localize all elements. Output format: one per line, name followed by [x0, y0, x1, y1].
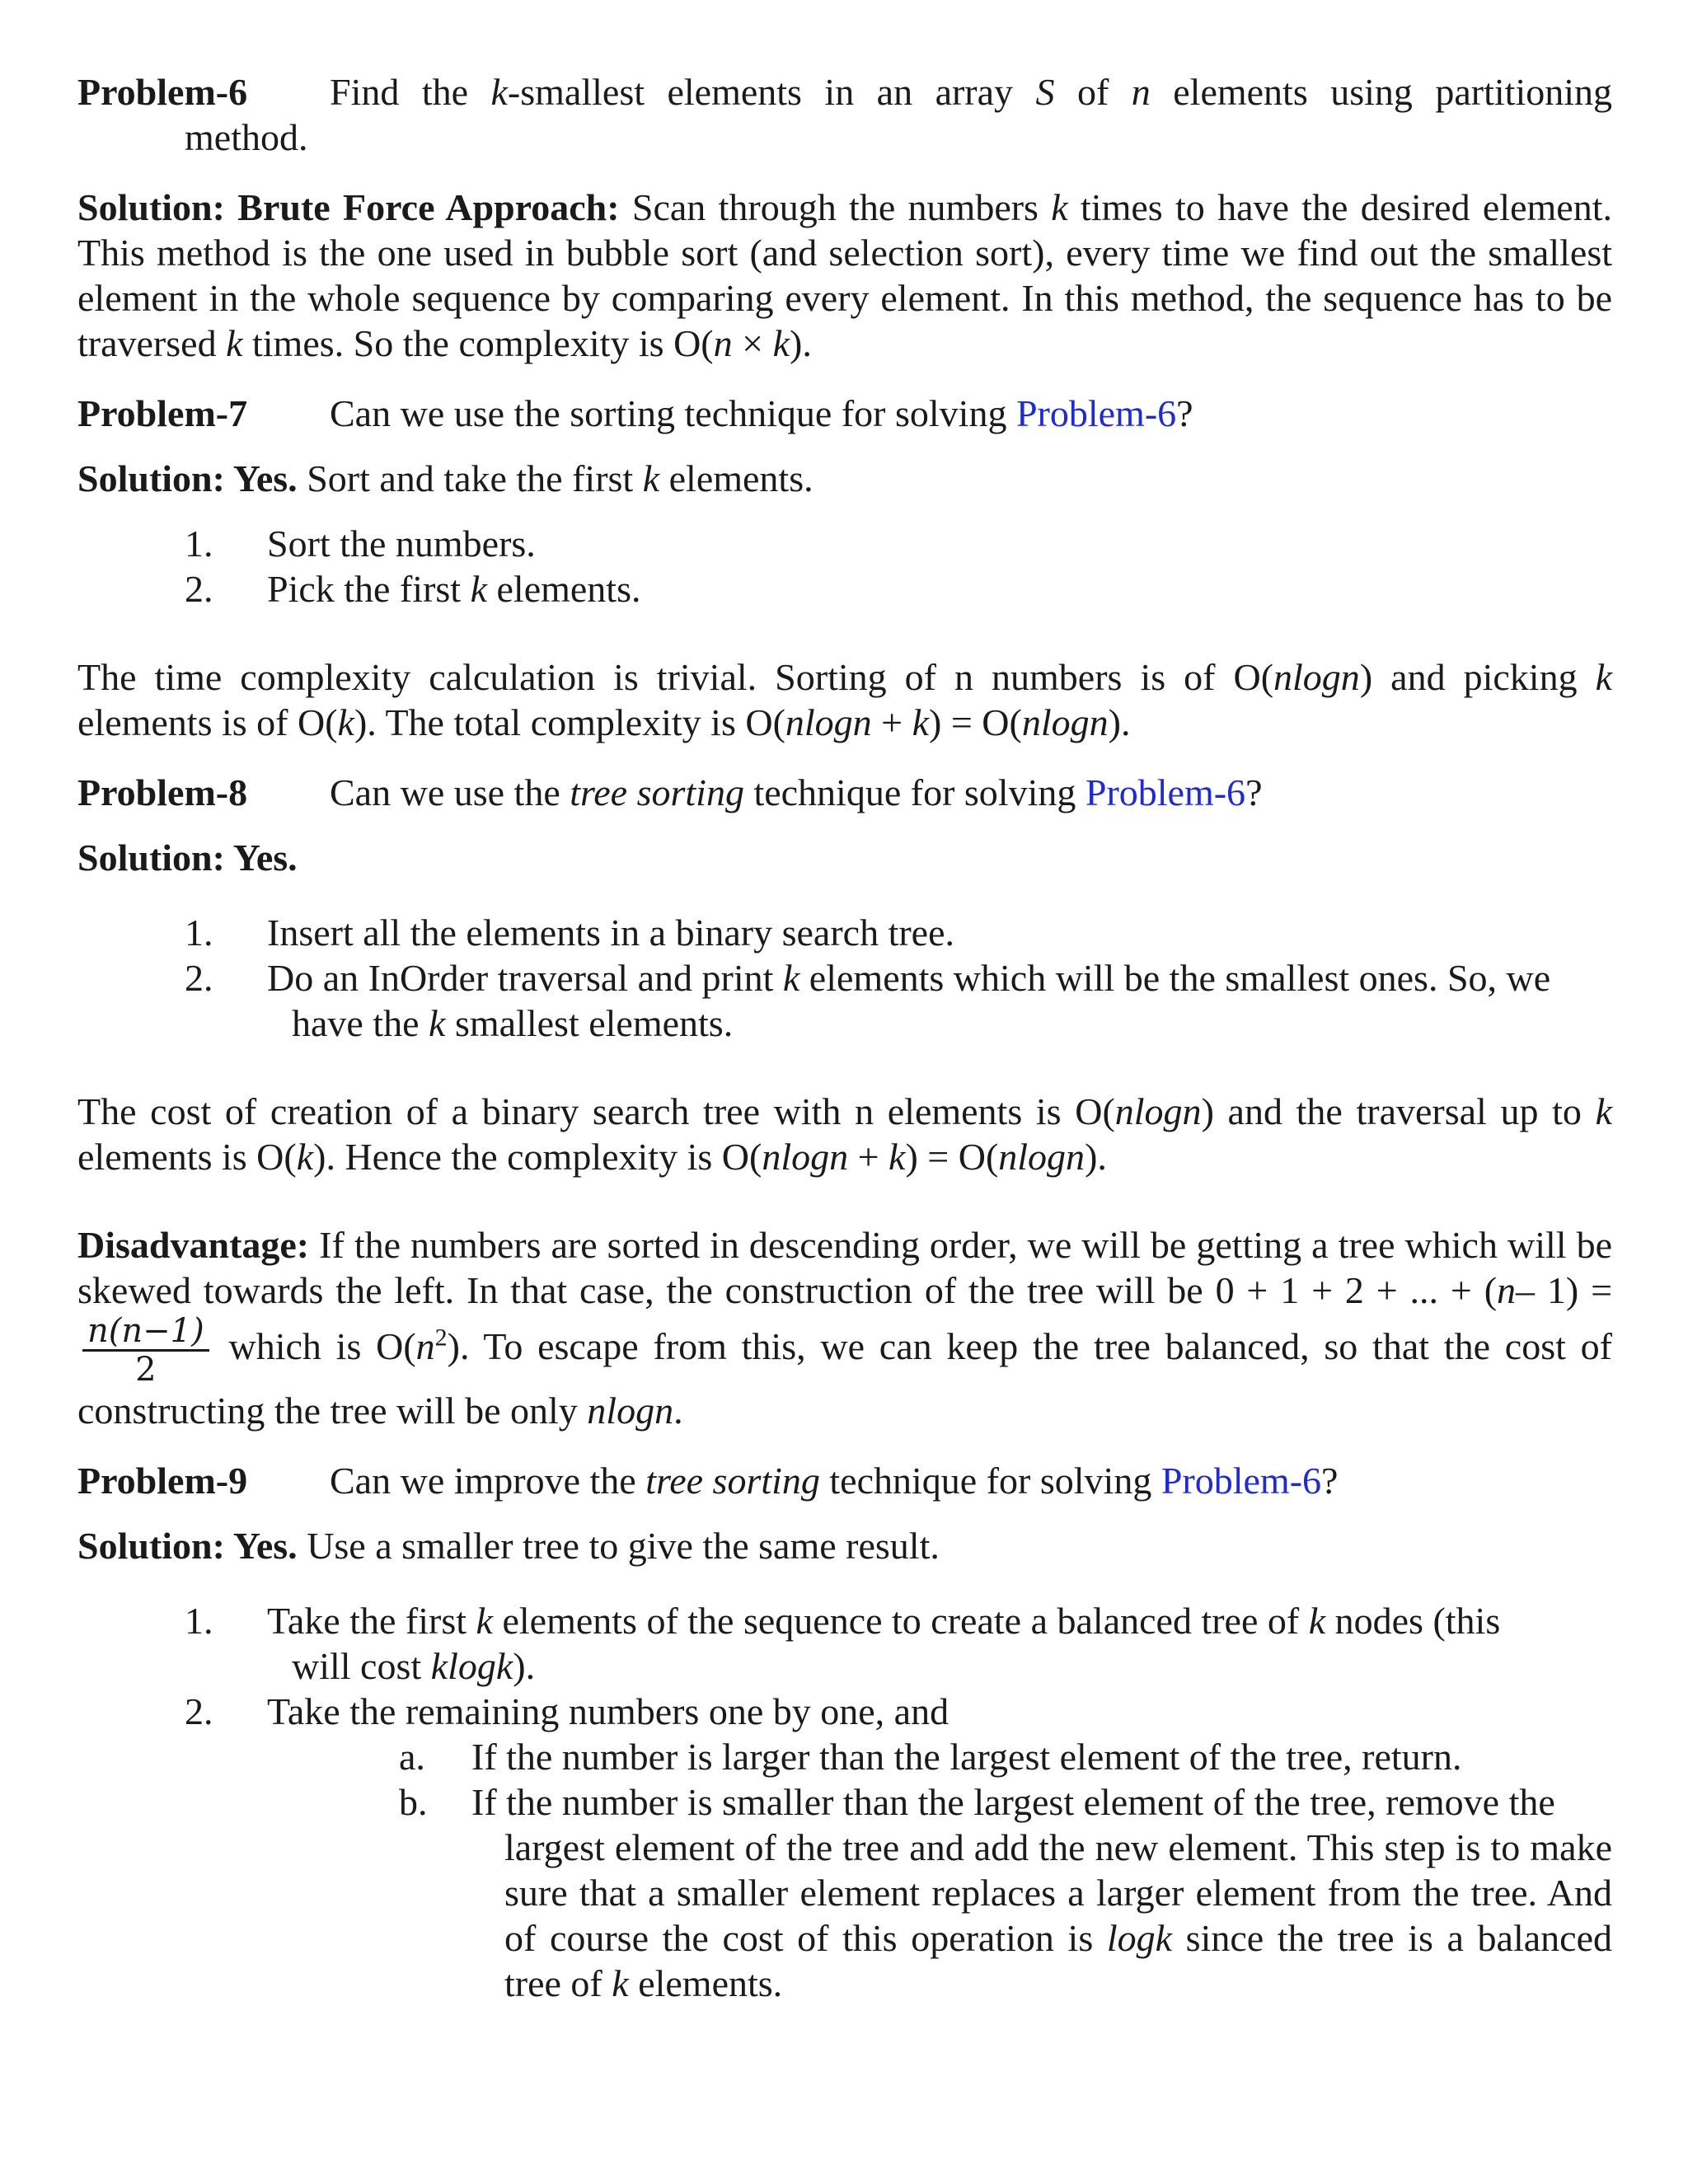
list-item: 1. Take the first k elements of the sequence to create a balanced tree of k nodes (this will cost klogk).	[185, 1600, 1501, 1687]
list-item: 2. Take the remaining numbers one by one, and	[185, 1690, 950, 1732]
problem-6-link[interactable]: Problem-6	[1015, 392, 1177, 434]
list-item: 1. Sort the numbers.	[185, 523, 536, 565]
solution-9-list	[77, 1598, 1612, 2006]
solution-6: Solution: Brute Force Approach: Scan through the numbers k times to have the desired element. This method is the one used in bubble sort (and selection sort), every time we find out the smallest element in the whole sequence by comparing every element. In this method, the sequence has to be traversed k times. So the complexity is O(n × k).	[77, 186, 1612, 364]
problem-7	[77, 391, 1612, 436]
solution-8-label: Solution: Yes.	[77, 837, 298, 879]
problem-6-link[interactable]: Problem-6	[1085, 771, 1246, 813]
problem-8	[77, 770, 1612, 815]
problem-8-question: Can we use the tree sorting technique for solving Problem-6?	[330, 771, 1263, 813]
problem-6-question: Find the k-smallest elements in an array S of n elements using partitioning	[330, 71, 1612, 113]
sub-list-item: a. If the number is larger than the largest element of the tree, return.	[399, 1736, 1462, 1778]
problem-6-question-cont: method.	[185, 116, 308, 158]
solution-7-list	[77, 521, 1612, 612]
solution-9-label: Solution: Yes.	[77, 1525, 298, 1567]
problem-9-question: Can we improve the tree sorting technique for solving Problem-6?	[330, 1460, 1339, 1502]
list-item: 2. Pick the first k elements.	[185, 568, 641, 610]
problem-6-link[interactable]: Problem-6	[1160, 1460, 1322, 1502]
solution-8-complexity: The cost of creation of a binary search tree with n elements is O(nlogn) and the traversal up to k elements is O(k). Hence the complexity is O(nlogn + k) = O(nlogn).	[77, 1090, 1612, 1178]
solution-9: Solution: Yes. Use a smaller tree to give the same result.	[77, 1525, 940, 1567]
list-item: 1. Insert all the elements in a binary search tree.	[185, 912, 955, 954]
problem-6	[77, 69, 1612, 160]
solution-6-label: Solution: Brute Force Approach:	[77, 186, 620, 228]
solution-8-list	[77, 910, 1612, 1046]
fraction: $\frac{n(n-1)}{2}$	[82, 1313, 209, 1388]
problem-9	[77, 1458, 1612, 1503]
problem-7-question: Can we use the sorting technique for solving Problem-6?	[330, 392, 1193, 434]
problem-6-label: Problem-6	[77, 71, 248, 113]
solution-7: Solution: Yes. Sort and take the first k elements.	[77, 457, 814, 499]
problem-8-label: Problem-8	[77, 771, 248, 813]
solution-8	[77, 835, 1612, 880]
disadvantage-paragraph: Disadvantage: If the numbers are sorted in descending order, we will be getting a tree which will be skewed towards the left. In that case, the construction of the tree will be 0 + 1 + 2 + ... + (n– 1) = $\frac{n(n-1)}{2}$ which is $O(n^2)$. To escape from this, we can keep the tree balanced, so that the cost of constructing the tree will be only nlogn.	[77, 1224, 1613, 1432]
page-content	[77, 69, 1612, 2006]
problem-7-label: Problem-7	[77, 392, 248, 434]
sub-list-item: b. If the number is smaller than the largest element of the tree, remove the largest element of the tree and add the new element. This step is to make sure that a smaller element replaces a larger element from the tree. And of course the cost of this operation is logk since the tree is a balanced tree of k elements.	[399, 1781, 1612, 2004]
disadvantage-label: Disadvantage:	[77, 1224, 310, 1266]
list-item: 2. Do an InOrder traversal and print k elements which will be the smallest ones. So, we have the k smallest elements.	[185, 957, 1551, 1044]
solution-7-complexity: The time complexity calculation is trivial. Sorting of n numbers is of O(nlogn) and picking k elements is of O(k). The total complexity is O(nlogn + k) = O(nlogn).	[77, 656, 1613, 743]
problem-9-label: Problem-9	[77, 1460, 248, 1502]
solution-7-label: Solution: Yes.	[77, 457, 298, 499]
